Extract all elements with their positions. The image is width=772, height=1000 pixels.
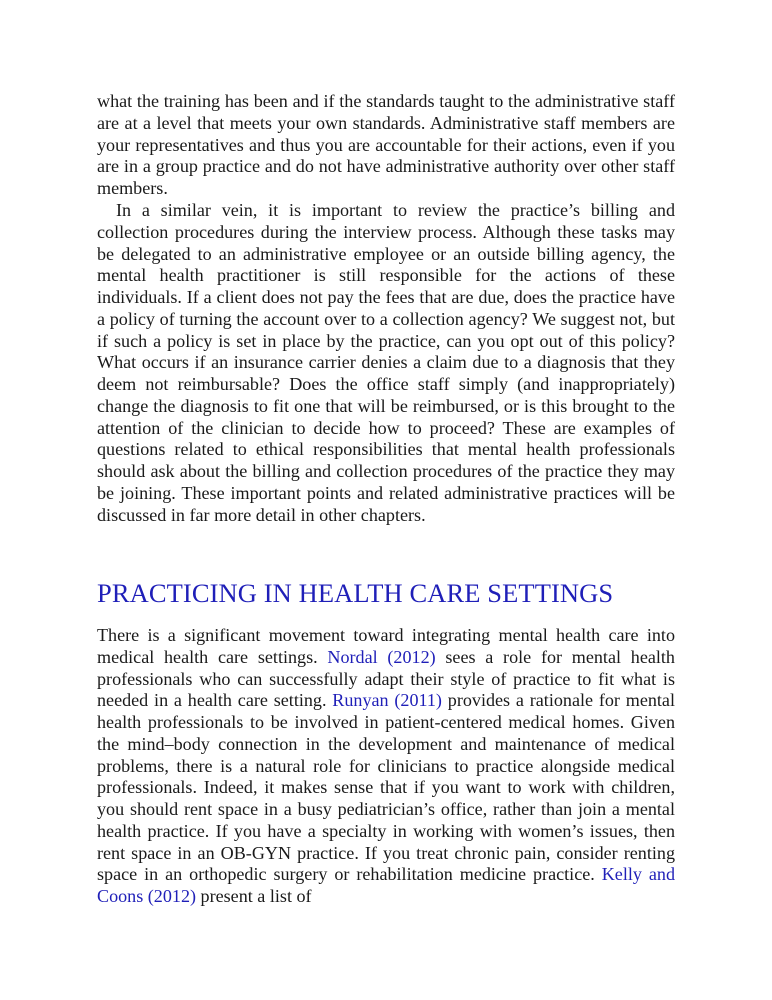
paragraph-3-text-1: There is a significant movement toward integrating mental health care into medical health care settings. [97, 625, 675, 667]
paragraph-3-text-2: sees a role for mental health professionals who can successfully adapt their style of practice to fit what is needed in a health care setting. [97, 646, 675, 711]
citation-link-nordal[interactable]: Nordal (2012) [327, 646, 436, 667]
paragraph-2: In a similar vein, it is important to review the practice’s billing and collection procedures during the interview process. Although these tasks may be delegated to an administrative employee or an outside billing agency, the mental health practitioner is still responsible for the actions of these individuals. If a client does not pay the fees that are due, does the practice have a policy of turning the account over to a collection agency? We suggest not, but if such a policy is set in place by the practice, can you opt out of this policy? What occurs if an insurance carrier denies a claim due to a diagnosis that they deem not reimbursable? Does the office staff simply (and inappropriately) change the diagnosis to fit one that will be reimbursed, or is this brought to the attention of the clinician to decide how to proceed? These are examples of questions related to ethical responsibilities that mental health professionals should ask about the billing and collection procedures of the practice they may be joining. These important points and related administrative practices will be discussed in far more detail in other chapters. [97, 200, 675, 525]
paragraph-3-text-4: present a list of [196, 886, 312, 906]
citation-link-runyan[interactable]: Runyan (2011) [332, 690, 442, 711]
section-heading: PRACTICING IN HEALTH CARE SETTINGS [97, 578, 614, 608]
paragraph-3-text-3: provides a rationale for mental health professionals to be involved in patient-centered medical homes. Given the mind–body connection in the development and maintenance of medical problems, there is a natural role for clinicians to practice alongside medical professionals. Indeed, it makes sense that if you want to work with children, you should rent space in a busy pediatrician’s office, rather than join a mental health practice. If you have a specialty in working with women’s issues, then rent space in an OB-GYN practice. If you treat chronic pain, consider renting space in an orthopedic surgery or rehabilitation medicine practice. [97, 690, 675, 885]
paragraph-1: what the training has been and if the standards taught to the administrative staff are at a level that meets your own standards. Administrative staff members are your representatives and thus you are accountable for their actions, even if you are in a group practice and do not have administrative authority over other staff members. [97, 91, 675, 198]
paragraph-3 [97, 625, 675, 908]
citation-link-kelly-coons[interactable]: Kelly and Coons (2012) [97, 864, 675, 906]
